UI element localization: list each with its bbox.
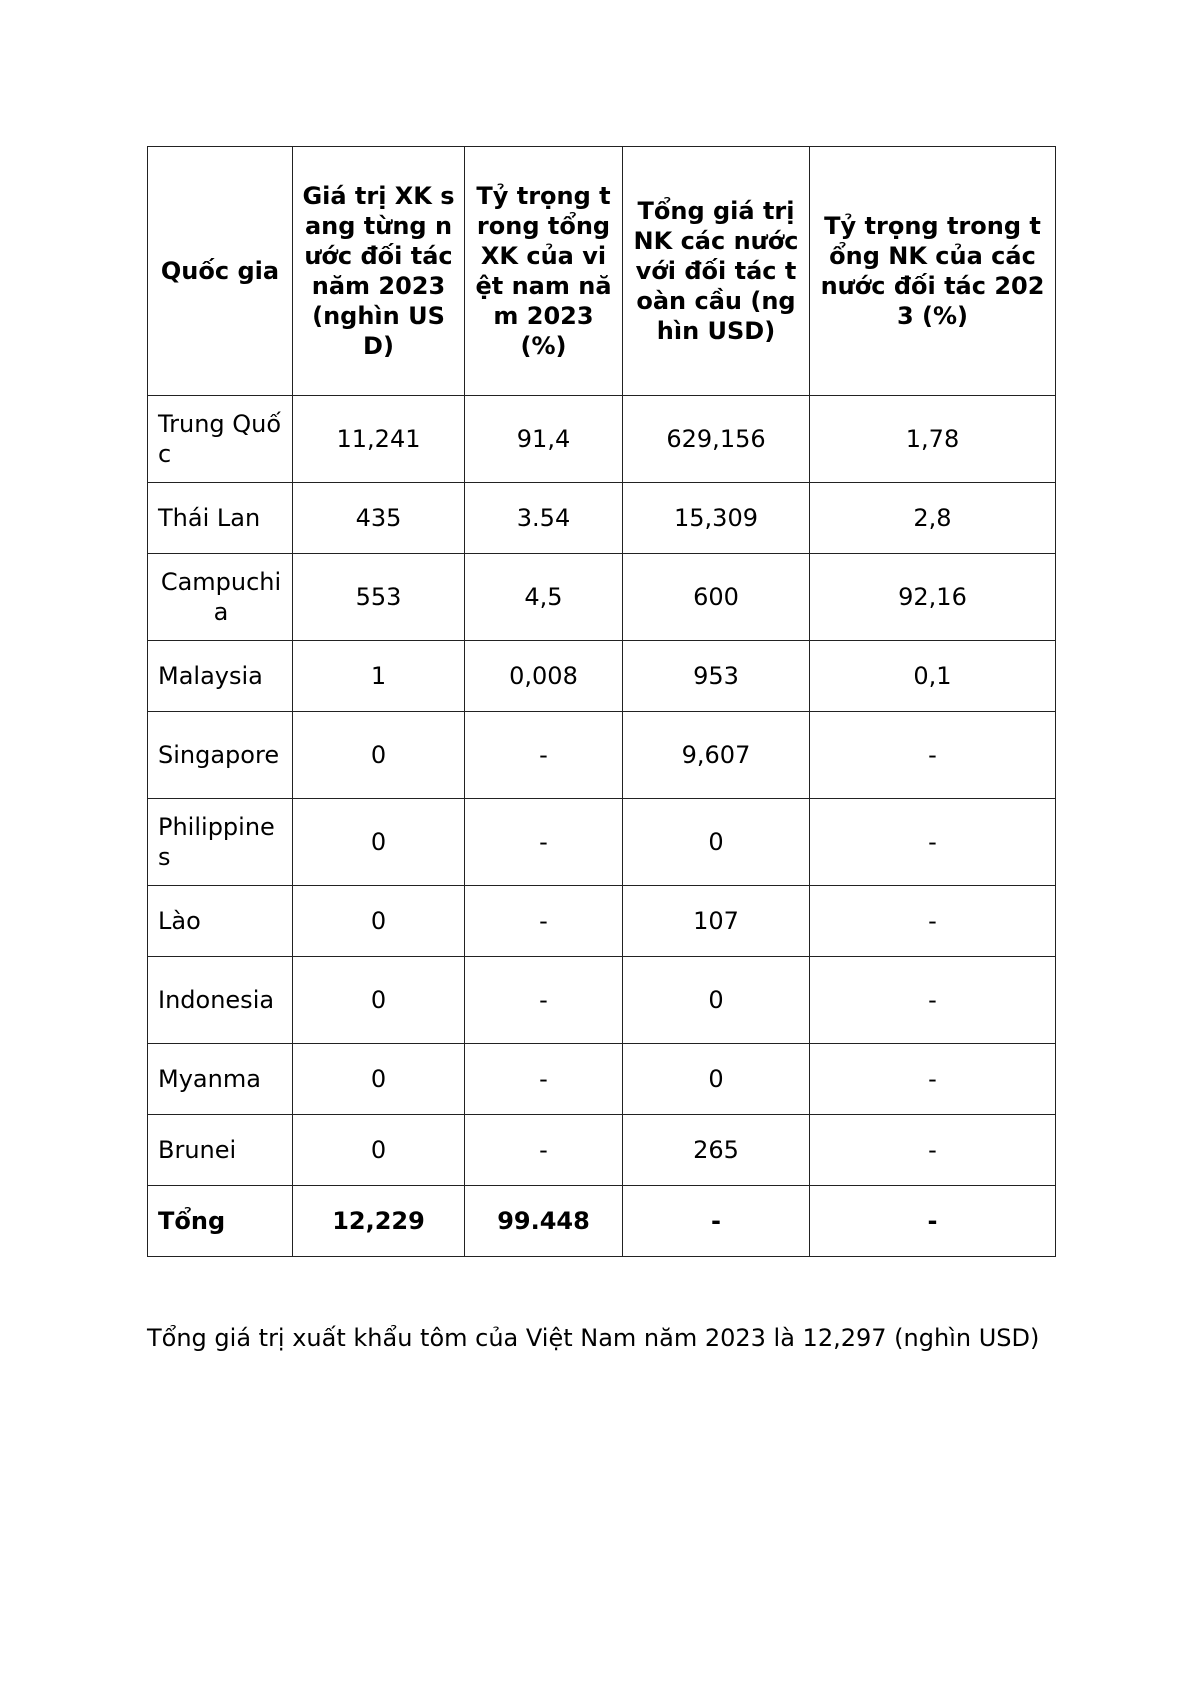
country-cell: Thái Lan [148, 483, 293, 554]
country-cell: Campuchia [148, 554, 293, 641]
country-cell: Malaysia [148, 641, 293, 712]
import-share-cell: 0,1 [810, 641, 1056, 712]
export-share-cell: - [465, 957, 623, 1044]
export-share-cell: - [465, 886, 623, 957]
header-import-share: Tỷ trọng trong tổng NK của các nước đối tác 2023 (%) [810, 147, 1056, 396]
table-row [148, 799, 1056, 886]
import-share-cell: - [810, 957, 1056, 1044]
export-share-cell: - [465, 799, 623, 886]
export-value-cell: 553 [293, 554, 465, 641]
import-share-cell: - [810, 886, 1056, 957]
export-value-cell: 1 [293, 641, 465, 712]
import-share-cell: - [810, 1044, 1056, 1115]
table-row [148, 886, 1056, 957]
export-value-cell: 0 [293, 1044, 465, 1115]
import-value-cell: 0 [623, 799, 810, 886]
country-cell: Lào [148, 886, 293, 957]
header-export-share: Tỷ trọng trong tổng XK của việt nam năm 2023 (%) [465, 147, 623, 396]
export-value-cell: 0 [293, 712, 465, 799]
import-share-cell: 92,16 [810, 554, 1056, 641]
export-share-cell: 0,008 [465, 641, 623, 712]
table-row [148, 957, 1056, 1044]
export-value-cell: 0 [293, 957, 465, 1044]
table-row [148, 712, 1056, 799]
import-share-cell: - [810, 712, 1056, 799]
export-share-cell: 91,4 [465, 396, 623, 483]
import-value-cell: 0 [623, 957, 810, 1044]
total-import-value-cell: - [623, 1186, 810, 1257]
import-value-cell: 600 [623, 554, 810, 641]
country-cell: Philippines [148, 799, 293, 886]
export-value-cell: 435 [293, 483, 465, 554]
total-export-share-cell: 99.448 [465, 1186, 623, 1257]
total-import-share-cell: - [810, 1186, 1056, 1257]
export-value-cell: 0 [293, 1115, 465, 1186]
country-cell: Brunei [148, 1115, 293, 1186]
table-header-row [148, 147, 1056, 396]
import-value-cell: 629,156 [623, 396, 810, 483]
table-row [148, 554, 1056, 641]
export-share-cell: - [465, 1044, 623, 1115]
export-value-cell: 0 [293, 799, 465, 886]
total-label-cell: Tổng [148, 1186, 293, 1257]
import-value-cell: 9,607 [623, 712, 810, 799]
export-share-cell: 3.54 [465, 483, 623, 554]
table-row [148, 396, 1056, 483]
export-value-cell: 11,241 [293, 396, 465, 483]
header-country: Quốc gia [148, 147, 293, 396]
summary-paragraph: Tổng giá trị xuất khẩu tôm của Việt Nam năm 2023 là 12,297 (nghìn USD) [147, 1324, 1040, 1352]
country-cell: Singapore [148, 712, 293, 799]
table-row [148, 1115, 1056, 1186]
table-total-row [148, 1186, 1056, 1257]
table-row [148, 483, 1056, 554]
table-row [148, 641, 1056, 712]
export-share-cell: - [465, 1115, 623, 1186]
country-cell: Trung Quốc [148, 396, 293, 483]
import-share-cell: - [810, 1115, 1056, 1186]
import-value-cell: 953 [623, 641, 810, 712]
total-export-value-cell: 12,229 [293, 1186, 465, 1257]
export-value-cell: 0 [293, 886, 465, 957]
import-value-cell: 0 [623, 1044, 810, 1115]
import-share-cell: 1,78 [810, 396, 1056, 483]
country-cell: Myanma [148, 1044, 293, 1115]
shrimp-export-table [147, 146, 1056, 1257]
import-value-cell: 107 [623, 886, 810, 957]
import-share-cell: 2,8 [810, 483, 1056, 554]
header-import-value: Tổng giá trị NK các nước với đối tác toàn cầu (nghìn USD) [623, 147, 810, 396]
import-share-cell: - [810, 799, 1056, 886]
import-value-cell: 265 [623, 1115, 810, 1186]
export-share-cell: - [465, 712, 623, 799]
import-value-cell: 15,309 [623, 483, 810, 554]
table-row [148, 1044, 1056, 1115]
country-cell: Indonesia [148, 957, 293, 1044]
header-export-value: Giá trị XK sang từng nước đối tác năm 2023 (nghìn USD) [293, 147, 465, 396]
export-share-cell: 4,5 [465, 554, 623, 641]
